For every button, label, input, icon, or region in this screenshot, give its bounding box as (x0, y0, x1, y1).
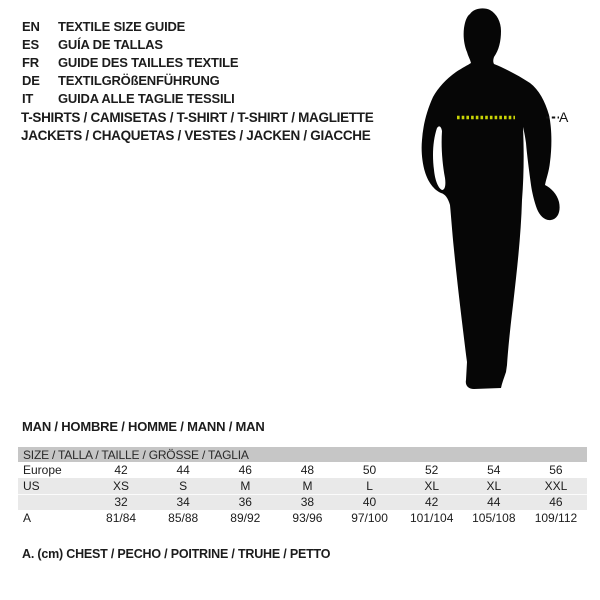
language-code: ES (22, 36, 39, 52)
language-code: IT (22, 90, 34, 106)
list-item (22, 17, 238, 35)
table-cell: XL (424, 478, 440, 493)
table-cell: 36 (214, 494, 276, 510)
table-cell: 48 (300, 463, 315, 477)
table-cell: 40 (339, 494, 401, 510)
table-cell: 89/92 (230, 511, 261, 525)
measurement-footnote: A. (cm) CHEST / PECHO / POITRINE / TRUHE / PETTO (22, 547, 331, 561)
language-guide-title: GUIDA ALLE TAGLIE TESSILI (58, 90, 235, 106)
size-table-header: SIZE / TALLA / TAILLE / GRÖSSE / TAGLIA (18, 447, 587, 462)
table-cell: 93/96 (292, 511, 323, 525)
table-cell: 85/88 (168, 511, 199, 525)
table-cell: S (179, 478, 188, 493)
row-label-us: US (23, 478, 40, 493)
language-code: DE (22, 72, 40, 88)
table-cell: M (302, 478, 313, 493)
table-cell: 32 (90, 494, 152, 510)
language-guide-title: GUIDE DES TAILLES TEXTILE (58, 54, 239, 70)
list-item (22, 71, 238, 89)
table-cell: XL (486, 478, 502, 493)
table-cell: 52 (425, 463, 439, 477)
row-label-europe: Europe (23, 463, 62, 477)
row-label-a: A (23, 511, 32, 525)
table-cell: M (240, 478, 251, 493)
table-cell: 81/84 (106, 511, 137, 525)
table-cell: 109/112 (534, 511, 578, 525)
table-cell: L (366, 478, 373, 493)
table-cell: 105/108 (472, 511, 516, 525)
table-cell: 42 (114, 463, 128, 477)
table-header-row (18, 447, 587, 462)
table-row (18, 478, 587, 494)
table-cell: 101/104 (409, 511, 454, 525)
table-cell: XXL (544, 478, 568, 493)
table-cell: 34 (152, 494, 214, 510)
category-tshirts: T-SHIRTS / CAMISETAS / T-SHIRT / T-SHIRT / MAGLIETTE (21, 110, 374, 125)
measurement-figure (380, 0, 600, 420)
male-silhouette-svg (380, 0, 600, 420)
garment-categories (21, 110, 373, 146)
table-cell: 42 (401, 494, 463, 510)
table-cell: XS (113, 478, 130, 493)
list-item (22, 53, 238, 71)
category-jackets: JACKETS / CHAQUETAS / VESTES / JACKEN / GIACCHE (21, 128, 371, 143)
list-item (22, 35, 238, 53)
table-cell: 54 (487, 463, 501, 477)
table-cell: 44 (463, 494, 525, 510)
table-row (18, 494, 587, 510)
table-cell: 56 (549, 463, 563, 477)
language-code: EN (22, 18, 40, 34)
language-guide-title: TEXTILGRÖßENFÜHRUNG (58, 72, 220, 88)
size-table (18, 447, 587, 526)
male-silhouette (422, 8, 560, 389)
section-title-man: MAN / HOMBRE / HOMME / MANN / MAN (22, 419, 265, 434)
table-cell: 46 (525, 494, 587, 510)
language-guide-title: TEXTILE SIZE GUIDE (58, 18, 186, 34)
language-guide-title: GUÍA DE TALLAS (58, 36, 163, 52)
measurement-label-a: A (559, 109, 569, 125)
table-cell: 97/100 (351, 511, 388, 525)
list-item (22, 89, 238, 107)
language-code: FR (22, 54, 39, 70)
table-cell: 50 (362, 463, 377, 477)
table-cell: 44 (176, 463, 190, 477)
table-row (18, 462, 587, 478)
row-label-blank (18, 494, 90, 510)
table-cell: 46 (238, 463, 252, 477)
table-cell: 38 (276, 494, 338, 510)
table-row (18, 510, 587, 526)
language-guide-list (22, 17, 238, 107)
